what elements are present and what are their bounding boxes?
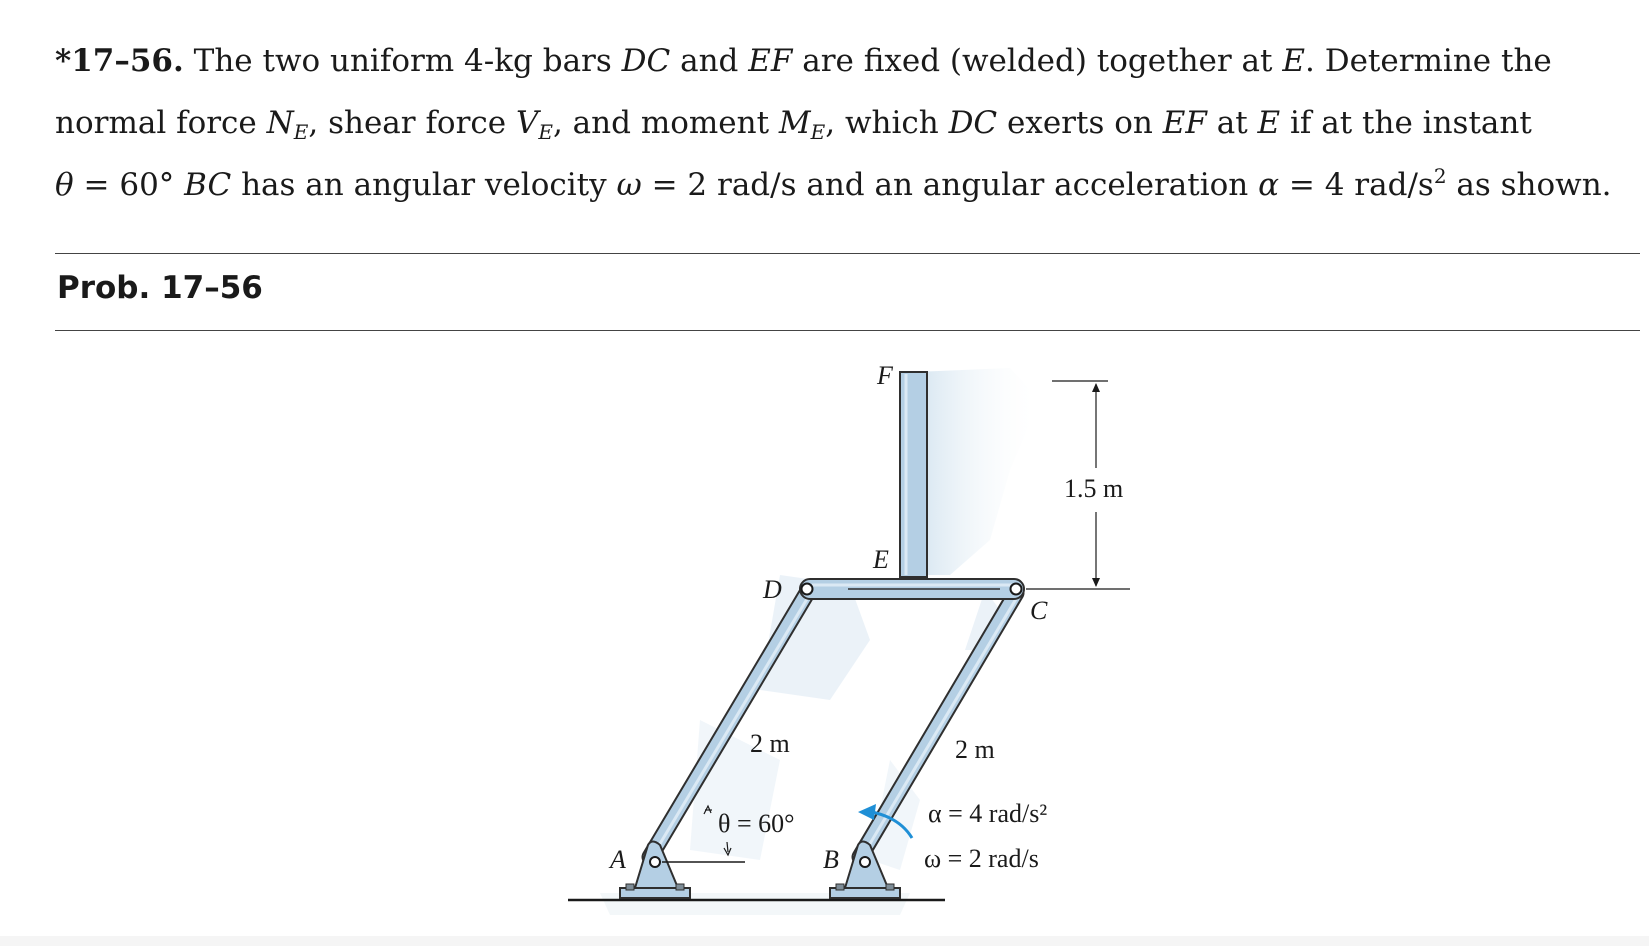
problem-text: are fixed (welded) together at: [792, 43, 1283, 79]
alpha-label: α = 4 rad/s²: [928, 799, 1048, 828]
label-d: D: [763, 575, 782, 604]
label-c: C: [1030, 596, 1048, 625]
bar-symbol: DC: [948, 105, 998, 141]
pin-d: [802, 584, 813, 595]
theta-label: θ = 60°: [718, 809, 795, 838]
bar-symbol: EF: [1162, 105, 1207, 141]
bottom-strip: [0, 936, 1649, 946]
problem-caption: Prob. 17–56: [57, 270, 263, 306]
label-e: E: [873, 545, 889, 574]
superscript: 2: [1433, 164, 1447, 188]
problem-text: at: [1206, 105, 1258, 141]
problem-text: = 4 rad/s: [1279, 167, 1434, 203]
problem-text: as shown.: [1446, 167, 1612, 203]
problem-text: The two uniform 4-kg bars: [183, 43, 622, 79]
problem-text: , which: [825, 105, 949, 141]
bar-ef: [900, 372, 927, 577]
bar-dc: [800, 579, 1024, 599]
normal-force-symbol: N: [266, 105, 294, 141]
problem-text: has an angular velocity: [231, 167, 617, 203]
problem-text: . Determine the: [1305, 43, 1552, 79]
support-a: [620, 842, 690, 899]
label-f: F: [877, 361, 893, 390]
angular-motion-arrowhead: [858, 804, 876, 820]
theta-symbol: θ: [55, 167, 74, 203]
label-a: A: [610, 845, 626, 874]
bar-symbol: BC: [184, 167, 232, 203]
shear-force-symbol: V: [515, 105, 539, 141]
problem-text: and: [670, 43, 749, 79]
subscript: E: [293, 120, 309, 144]
point-symbol: E: [1257, 105, 1281, 141]
bar-symbol: DC: [621, 43, 671, 79]
problem-text: exerts on: [997, 105, 1163, 141]
bar-symbol: EF: [748, 43, 793, 79]
problem-number: *17–56.: [55, 43, 184, 79]
subscript: E: [810, 120, 826, 144]
pin-c: [1011, 584, 1022, 595]
problem-text: = 60°: [73, 167, 185, 203]
point-symbol: E: [1282, 43, 1305, 79]
omega-label: ω = 2 rad/s: [924, 844, 1039, 873]
omega-symbol: ω: [616, 167, 642, 203]
problem-text: normal force: [55, 105, 267, 141]
problem-text: if at the instant: [1280, 105, 1532, 141]
dimension-ad-label: 2 m: [750, 729, 790, 758]
problem-text: = 2 rad/s and an angular acceleration: [641, 167, 1259, 203]
label-b: B: [823, 845, 839, 874]
alpha-symbol: α: [1258, 167, 1280, 203]
subscript: E: [538, 120, 553, 144]
dimension-vertical-label: 1.5 m: [1064, 474, 1124, 503]
dimension-bc-label: 2 m: [955, 735, 995, 764]
problem-text: , shear force: [308, 105, 516, 141]
problem-text: , and moment: [552, 105, 779, 141]
moment-symbol: M: [778, 105, 811, 141]
